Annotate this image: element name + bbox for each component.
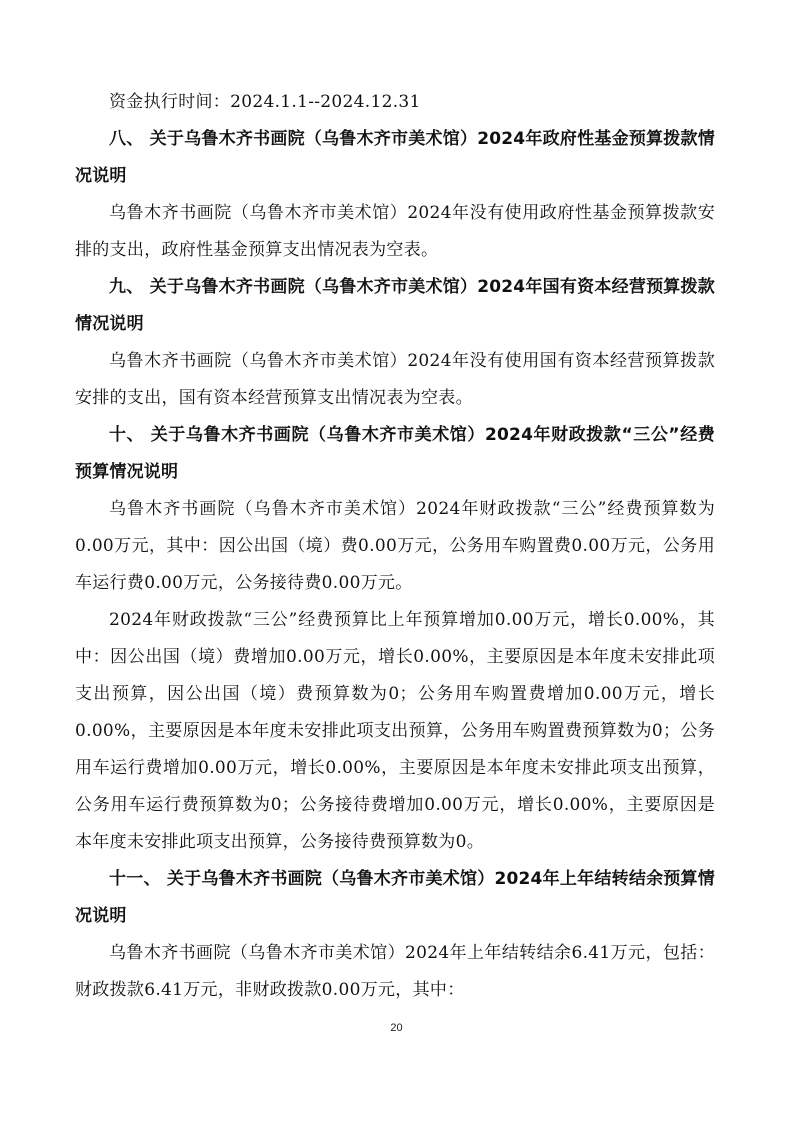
section-heading-10: 十、 关于乌鲁木齐书画院（乌鲁木齐市美术馆）2024年财政拨款“三公”经费预算情况说明 [75,425,715,482]
section-body-10-comparison: 2024年财政拨款“三公”经费预算比上年预算增加0.00万元，增长0.00%，其中：因公出国（境）费增加0.00万元，增长0.00%，主要原因是本年度未安排此项支出预算，因公出国（境）费预算数为0；公务用车购置费增加0.00万元，增长0.00%，主要原因是本年度未安排此项支出预算，公务用车购置费预算数为0；公务用车运行费增加0.00万元，增长0.00%，主要原因是本年度未安排此项支出预算，公务用车运行费预算数为0；公务接待费增加0.00万元，增长0.00%，主要原因是本年度未安排此项支出预算，公务接待费预算数为0。 [75,610,715,852]
section-body-9: 乌鲁木齐书画院（乌鲁木齐市美术馆）2024年没有使用国有资本经营预算拨款安排的支出，国有资本经营预算支出情况表为空表。 [75,351,715,408]
section-body-10-summary: 乌鲁木齐书画院（乌鲁木齐市美术馆）2024年财政拨款“三公”经费预算数为0.00万元，其中：因公出国（境）费0.00万元，公务用车购置费0.00万元，公务用车运行费0.00万元，公务接待费0.00万元。 [75,499,715,593]
section-body-8: 乌鲁木齐书画院（乌鲁木齐市美术馆）2024年没有使用政府性基金预算拨款安排的支出，政府性基金预算支出情况表为空表。 [75,203,715,260]
fund-execution-period: 资金执行时间：2024.1.1--2024.12.31 [109,92,421,112]
section-heading-9: 九、 关于乌鲁木齐书画院（乌鲁木齐市美术馆）2024年国有资本经营预算拨款情况说明 [75,277,715,334]
section-body-11: 乌鲁木齐书画院（乌鲁木齐市美术馆）2024年上年结转结余6.41万元，包括：财政拨款6.41万元，非财政拨款0.00万元，其中： [75,943,715,1000]
document-body [75,84,715,1009]
section-heading-8: 八、 关于乌鲁木齐书画院（乌鲁木齐市美术馆）2024年政府性基金预算拨款情况说明 [75,129,715,186]
page-number: 20 [390,1022,403,1034]
section-heading-11: 十一、 关于乌鲁木齐书画院（乌鲁木齐市美术馆）2024年上年结转结余预算情况说明 [75,869,715,926]
